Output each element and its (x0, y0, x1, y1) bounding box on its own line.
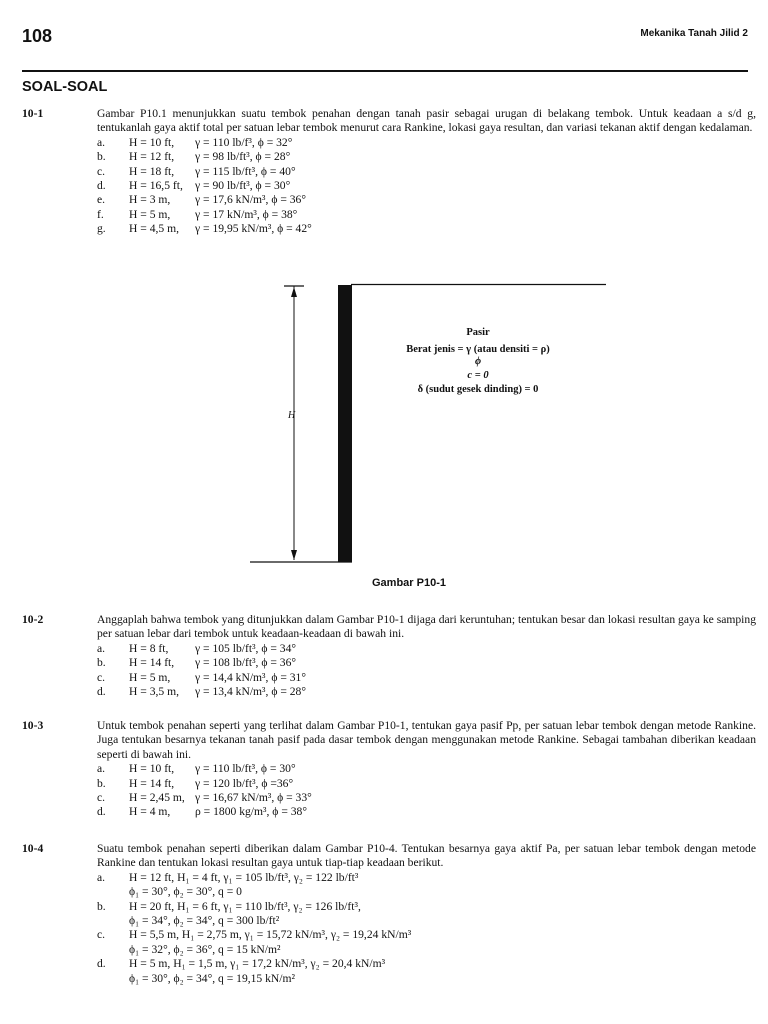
item-params: γ = 98 lb/ft³, ϕ = 28° (195, 150, 291, 164)
problem-text: Suatu tembok penahan seperti diberikan dalam Gambar P10-4. Tentukan besarnya gaya aktif Pa, per satuan lebar tembok dengan metode Rankine dan tentukan lokasi resultan gaya untuk tiap-tiap keadaan berikut. (97, 842, 756, 870)
item-label: c. (97, 164, 106, 178)
list-item (97, 762, 756, 776)
list-item (97, 805, 756, 819)
item-params: γ = 14,4 kN/m³, ϕ = 31° (195, 670, 306, 684)
item-height: H = 10 ft, (129, 135, 175, 149)
item-line2: ϕ₁ = 32°, ϕ₂ = 36°, q = 15 kN/m² (129, 942, 281, 956)
item-label: d. (97, 957, 106, 971)
header-rule (22, 70, 748, 72)
item-height: H = 5 m, (129, 207, 171, 221)
item-label: d. (97, 179, 106, 193)
dimension-arrow-top (291, 287, 297, 297)
item-label: a. (97, 870, 106, 884)
problem-items (97, 642, 756, 700)
retaining-wall-diagram (248, 282, 608, 572)
problem-items (97, 762, 756, 820)
item-height: H = 18 ft, (129, 164, 175, 178)
dimension-arrow-bottom (291, 550, 297, 560)
problem-number: 10-4 (22, 842, 44, 855)
item-height: H = 14 ft, (129, 776, 175, 790)
item-label: c. (97, 928, 106, 942)
item-height: H = 3 m, (129, 193, 171, 207)
list-item (97, 900, 756, 929)
problem-text: Gambar P10.1 menunjukkan suatu tembok penahan dengan tanah pasir sebagai urugan di belakang tembok. Untuk keadaan a s/d g, tentukanlah gaya aktif total per satuan lebar tembok menurut cara Rankine, lokasi gaya resultan, dan variasi tekanan aktif dengan kedalaman. (97, 107, 756, 135)
item-label: d. (97, 805, 106, 819)
item-label: a. (97, 762, 106, 776)
problem-number: 10-3 (22, 719, 44, 732)
soil-label-wall-friction: δ (sudut gesek dinding) = 0 (417, 384, 539, 395)
item-label: g. (97, 222, 106, 236)
item-label: a. (97, 135, 106, 149)
item-height: H = 16,5 ft, (129, 179, 183, 193)
item-label: b. (97, 776, 106, 790)
item-label: d. (97, 685, 106, 699)
retaining-wall (338, 285, 352, 562)
item-label: a. (97, 641, 106, 655)
item-height: H = 10 ft, (129, 762, 175, 776)
item-height: H = 4 m, (129, 805, 171, 819)
item-height: H = 14 ft, (129, 656, 175, 670)
soil-label-cohesion: c = 0 (467, 370, 489, 381)
item-params: γ = 19,95 kN/m³, ϕ = 42° (195, 222, 312, 236)
item-line1: H = 12 ft, H₁ = 4 ft, γ₁ = 105 lb/ft³, γ₂ = 122 lb/ft³ (129, 870, 359, 884)
problem-text: Anggaplah bahwa tembok yang ditunjukkan dalam Gambar P10-1 dijaga dari keruntuhan; tentukan besar dan lokasi resultan gaya ke samping per satuan lebar dari tembok untuk keadaan-keadaan di bawah ini. (97, 613, 756, 641)
running-title: Mekanika Tanah Jilid 2 (640, 28, 748, 39)
item-height: H = 5 m, (129, 670, 171, 684)
item-height: H = 3,5 m, (129, 685, 180, 699)
item-line1: H = 20 ft, H₁ = 6 ft, γ₁ = 110 lb/ft³, γ₂ = 126 lb/ft³, (129, 899, 361, 913)
item-params: γ = 120 lb/ft³, ϕ =36° (195, 776, 294, 790)
list-item (97, 871, 756, 900)
list-item (97, 193, 756, 207)
figure-caption: Gambar P10-1 (372, 577, 446, 589)
item-label: b. (97, 150, 106, 164)
item-label: b. (97, 899, 106, 913)
problem-items-two-line (97, 871, 756, 986)
item-params: γ = 90 lb/ft³, ϕ = 30° (195, 179, 291, 193)
list-item (97, 791, 756, 805)
list-item (97, 150, 756, 164)
item-label: b. (97, 656, 106, 670)
item-label: e. (97, 193, 106, 207)
problem-10-2 (22, 613, 756, 699)
problem-text: Untuk tembok penahan seperti yang terlihat dalam Gambar P10-1, tentukan gaya pasif Pp, per satuan lebar tembok dengan metode Rankine. Juga tentukan besarnya tekanan tanah pasif pada dasar tembok dengan menggunakan metode Rankine. Sebagai tambahan diberikan keadaan seperti di bawah ini. (97, 719, 756, 761)
list-item (97, 136, 756, 150)
figure-p10-1 (248, 282, 608, 572)
problem-number: 10-2 (22, 613, 44, 626)
item-height: H = 4,5 m, (129, 222, 180, 236)
item-params: γ = 105 lb/ft³, ϕ = 34° (195, 641, 297, 655)
item-line1: H = 5,5 m, H₁ = 2,75 m, γ₁ = 15,72 kN/m³, γ₂ = 19,24 kN/m³ (129, 928, 412, 942)
list-item (97, 179, 756, 193)
problem-10-1 (22, 107, 756, 237)
item-line1: H = 5 m, H₁ = 1,5 m, γ₁ = 17,2 kN/m³, γ₂ = 20,4 kN/m³ (129, 957, 386, 971)
section-title: SOAL-SOAL (22, 79, 108, 95)
item-line2: ϕ₁ = 34°, ϕ₂ = 34°, q = 300 lb/ft² (129, 914, 280, 928)
item-label: c. (97, 791, 106, 805)
problem-10-3 (22, 719, 756, 820)
item-line2: ϕ₁ = 30°, ϕ₂ = 30°, q = 0 (129, 885, 242, 899)
item-params: γ = 16,67 kN/m³, ϕ = 33° (195, 791, 312, 805)
page-number: 108 (22, 26, 53, 46)
problem-items (97, 136, 756, 237)
list-item (97, 685, 756, 699)
soil-label-unit-weight: Berat jenis = γ (atau densiti = ρ) (406, 344, 550, 355)
item-label: f. (97, 207, 104, 221)
list-item (97, 928, 756, 957)
item-params: γ = 115 lb/ft³, ϕ = 40° (195, 164, 296, 178)
soil-label-pasir: Pasir (466, 327, 490, 338)
item-params: γ = 110 lb/ft³, ϕ = 30° (195, 762, 296, 776)
item-params: ρ = 1800 kg/m³, ϕ = 38° (195, 805, 307, 819)
list-item (97, 208, 756, 222)
item-label: c. (97, 670, 106, 684)
h-label: H (288, 410, 296, 421)
list-item (97, 165, 756, 179)
item-params: γ = 13,4 kN/m³, ϕ = 28° (195, 685, 306, 699)
list-item (97, 957, 756, 986)
list-item (97, 642, 756, 656)
item-height: H = 8 ft, (129, 641, 169, 655)
list-item (97, 777, 756, 791)
soil-label-phi: ϕ (474, 356, 482, 367)
problem-10-4 (22, 842, 756, 986)
list-item (97, 671, 756, 685)
list-item (97, 656, 756, 670)
item-params: γ = 110 lb/f³, ϕ = 32° (195, 135, 293, 149)
item-height: H = 12 ft, (129, 150, 175, 164)
problem-number: 10-1 (22, 107, 44, 120)
item-height: H = 2,45 m, (129, 791, 185, 805)
list-item (97, 222, 756, 236)
item-params: γ = 108 lb/ft³, ϕ = 36° (195, 656, 297, 670)
item-params: γ = 17,6 kN/m³, ϕ = 36° (195, 193, 306, 207)
item-params: γ = 17 kN/m³, ϕ = 38° (195, 207, 298, 221)
item-line2: ϕ₁ = 30°, ϕ₂ = 34°, q = 19,15 kN/m² (129, 971, 296, 985)
